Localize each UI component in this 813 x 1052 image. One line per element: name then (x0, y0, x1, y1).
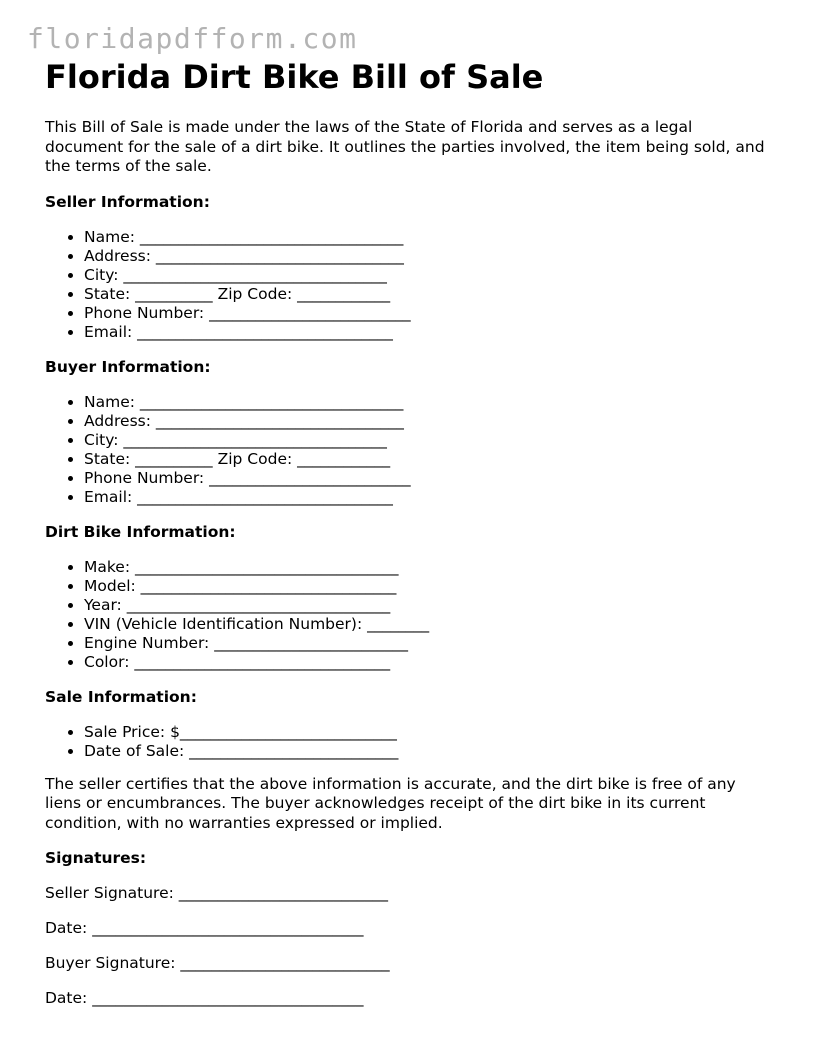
intro-paragraph: This Bill of Sale is made under the laws of the State of Florida and serves as a legal document for the sale of a dirt bike. It outlines the parties involved, the item being sold, and the terms of the sale. (45, 118, 765, 175)
seller-signature-line: Seller Signature: ___________________________ (45, 884, 388, 902)
buyer-city-field: • City: __________________________________ (84, 431, 775, 450)
bike-section-heading: Dirt Bike Information: (45, 522, 236, 541)
seller-field-list (45, 228, 775, 342)
buyer-address-field: • Address: ________________________________ (84, 412, 775, 431)
seller-phone-field: • Phone Number: __________________________ (84, 304, 775, 323)
watermark-text: floridapdfform.com (27, 22, 358, 55)
buyer-name-field: • Name: __________________________________ (84, 393, 775, 412)
buyer-field-list (45, 393, 775, 507)
sale-section-heading: Sale Information: (45, 687, 197, 706)
bike-make-field: • Make: __________________________________ (84, 558, 775, 577)
sale-field-list (45, 723, 775, 761)
sale-price-field: • Sale Price: $____________________________ (84, 723, 775, 742)
bike-vin-field: • VIN (Vehicle Identification Number): ________ (84, 615, 775, 634)
bike-year-field: • Year: __________________________________ (84, 596, 775, 615)
buyer-section-heading: Buyer Information: (45, 357, 211, 376)
bike-field-list (45, 558, 775, 672)
certification-paragraph: The seller certifies that the above information is accurate, and the dirt bike is free of any liens or encumbrances. The buyer acknowledges receipt of the dirt bike in its current condition, with no warranties expressed or implied. (45, 774, 736, 832)
document-body (45, 58, 775, 1008)
buyer-phone-field: • Phone Number: __________________________ (84, 469, 775, 488)
seller-email-field: • Email: _________________________________ (84, 323, 775, 342)
bike-color-field: • Color: _________________________________ (84, 653, 775, 672)
bike-engine-number-field: • Engine Number: _________________________ (84, 634, 775, 653)
signatures-section-heading: Signatures: (45, 849, 147, 867)
seller-name-field: • Name: __________________________________ (84, 228, 775, 247)
bike-model-field: • Model: _________________________________ (84, 577, 775, 596)
seller-city-field: • City: __________________________________ (84, 266, 775, 285)
buyer-state-zip-field: • State: __________ Zip Code: ____________ (84, 450, 775, 469)
buyer-date-line: Date: ___________________________________ (45, 989, 364, 1007)
buyer-signature-line: Buyer Signature: ___________________________ (45, 954, 390, 972)
buyer-email-field: • Email: _________________________________ (84, 488, 775, 507)
sale-date-field: • Date of Sale: ___________________________ (84, 742, 775, 761)
seller-state-zip-field: • State: __________ Zip Code: ____________ (84, 285, 775, 304)
seller-date-line: Date: ___________________________________ (45, 919, 364, 937)
seller-section-heading: Seller Information: (45, 192, 210, 211)
page-title: Florida Dirt Bike Bill of Sale (45, 58, 544, 96)
seller-address-field: • Address: ________________________________ (84, 247, 775, 266)
